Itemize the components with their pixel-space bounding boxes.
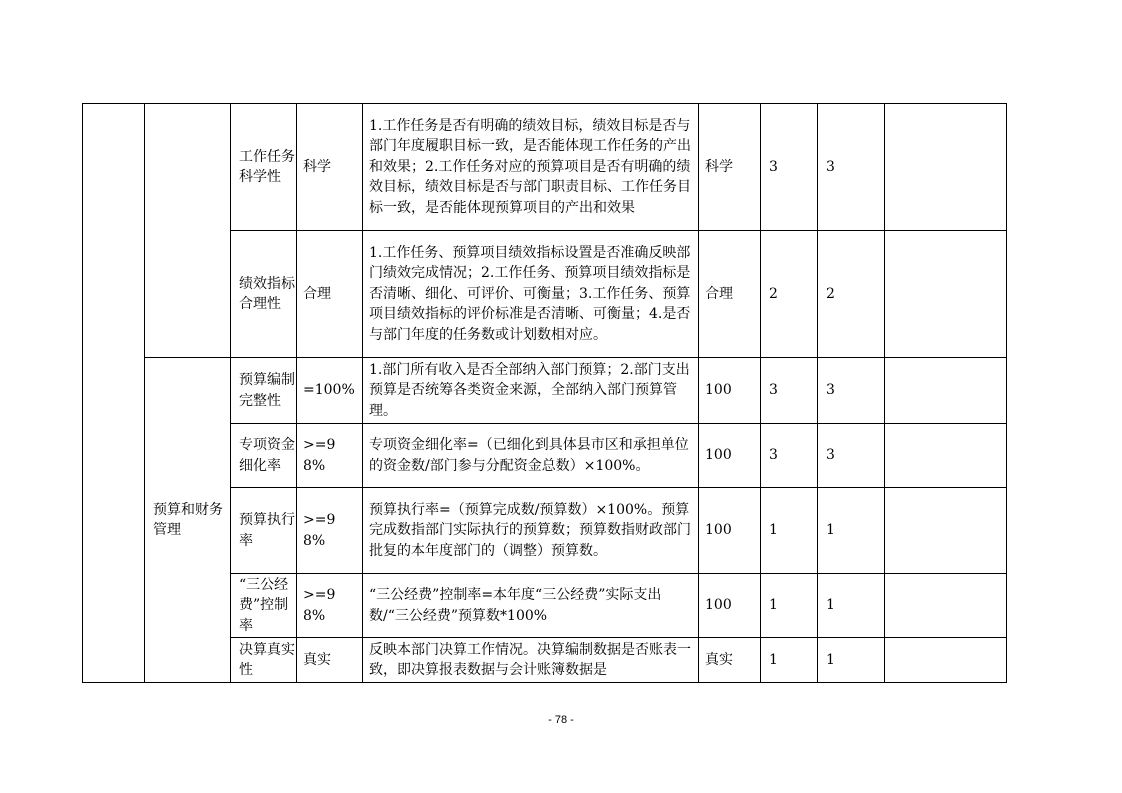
standard-cell: 真实 bbox=[297, 638, 363, 683]
description-cell: 1.部门所有收入是否全部纳入部门预算；2.部门支出预算是否统筹各类资金来源，全部纳入部门预算管理。 bbox=[363, 358, 699, 424]
standard-cell: 合理 bbox=[297, 231, 363, 358]
group-cell: 预算和财务管理 bbox=[145, 358, 231, 683]
description-cell: 1.工作任务、预算项目绩效指标设置是否准确反映部门绩效完成情况；2.工作任务、预算项目绩效指标是否清晰、细化、可评价、可衡量；3.工作任务、预算项目绩效指标的评价标准是否清晰、可衡量；4.是否与部门年度的任务数或计划数相对应。 bbox=[363, 231, 699, 358]
indicator-cell: 决算真实性 bbox=[231, 638, 297, 683]
weight-cell: 3 bbox=[761, 424, 818, 488]
score-cell: 3 bbox=[818, 104, 885, 231]
table-row bbox=[83, 358, 1007, 424]
description-cell: 反映本部门决算工作情况。决算编制数据是否账表一致，即决算报表数据与会计账簿数据是 bbox=[363, 638, 699, 683]
remark-cell bbox=[885, 104, 1007, 231]
actual-value-cell: 100 bbox=[699, 424, 761, 488]
score-cell: 2 bbox=[818, 231, 885, 358]
score-cell: 1 bbox=[818, 574, 885, 638]
weight-cell: 3 bbox=[761, 358, 818, 424]
score-cell: 3 bbox=[818, 424, 885, 488]
score-cell: 3 bbox=[818, 358, 885, 424]
indicator-cell: “三公经费”控制率 bbox=[231, 574, 297, 638]
performance-evaluation-table bbox=[82, 103, 1007, 683]
remark-cell bbox=[885, 488, 1007, 574]
indicator-cell: 工作任务科学性 bbox=[231, 104, 297, 231]
standard-cell: >=98% bbox=[297, 424, 363, 488]
actual-value-cell: 100 bbox=[699, 488, 761, 574]
level1-category-cell bbox=[83, 104, 145, 683]
indicator-cell: 绩效指标合理性 bbox=[231, 231, 297, 358]
standard-cell: >=98% bbox=[297, 488, 363, 574]
remark-cell bbox=[885, 231, 1007, 358]
weight-cell: 2 bbox=[761, 231, 818, 358]
standard-cell: 科学 bbox=[297, 104, 363, 231]
level2-category-cell bbox=[145, 104, 231, 358]
description-cell: 预算执行率=（预算完成数/预算数）×100%。预算完成数指部门实际执行的预算数；预算数指财政部门批复的本年度部门的（调整）预算数。 bbox=[363, 488, 699, 574]
remark-cell bbox=[885, 574, 1007, 638]
standard-cell: =100% bbox=[297, 358, 363, 424]
page-number: - 78 - bbox=[548, 714, 574, 726]
description-cell: 专项资金细化率=（已细化到具体县市区和承担单位的资金数/部门参与分配资金总数）×100%。 bbox=[363, 424, 699, 488]
indicator-cell: 专项资金细化率 bbox=[231, 424, 297, 488]
remark-cell bbox=[885, 424, 1007, 488]
description-cell: 1.工作任务是否有明确的绩效目标，绩效目标是否与部门年度履职目标一致，是否能体现工作任务的产出和效果；2.工作任务对应的预算项目是否有明确的绩效目标，绩效目标是否与部门职责目标、工作任务目标一致，是否能体现预算项目的产出和效果 bbox=[363, 104, 699, 231]
actual-value-cell: 合理 bbox=[699, 231, 761, 358]
weight-cell: 1 bbox=[761, 488, 818, 574]
actual-value-cell: 科学 bbox=[699, 104, 761, 231]
indicator-cell: 预算编制完整性 bbox=[231, 358, 297, 424]
score-cell: 1 bbox=[818, 638, 885, 683]
actual-value-cell: 100 bbox=[699, 574, 761, 638]
description-cell: “三公经费”控制率=本年度“三公经费”实际支出数/“三公经费”预算数*100% bbox=[363, 574, 699, 638]
weight-cell: 1 bbox=[761, 574, 818, 638]
actual-value-cell: 100 bbox=[699, 358, 761, 424]
weight-cell: 1 bbox=[761, 638, 818, 683]
score-cell: 1 bbox=[818, 488, 885, 574]
remark-cell bbox=[885, 638, 1007, 683]
remark-cell bbox=[885, 358, 1007, 424]
weight-cell: 3 bbox=[761, 104, 818, 231]
table-row bbox=[83, 104, 1007, 231]
evaluation-table-page bbox=[82, 103, 1007, 683]
actual-value-cell: 真实 bbox=[699, 638, 761, 683]
indicator-cell: 预算执行率 bbox=[231, 488, 297, 574]
standard-cell: >=98% bbox=[297, 574, 363, 638]
